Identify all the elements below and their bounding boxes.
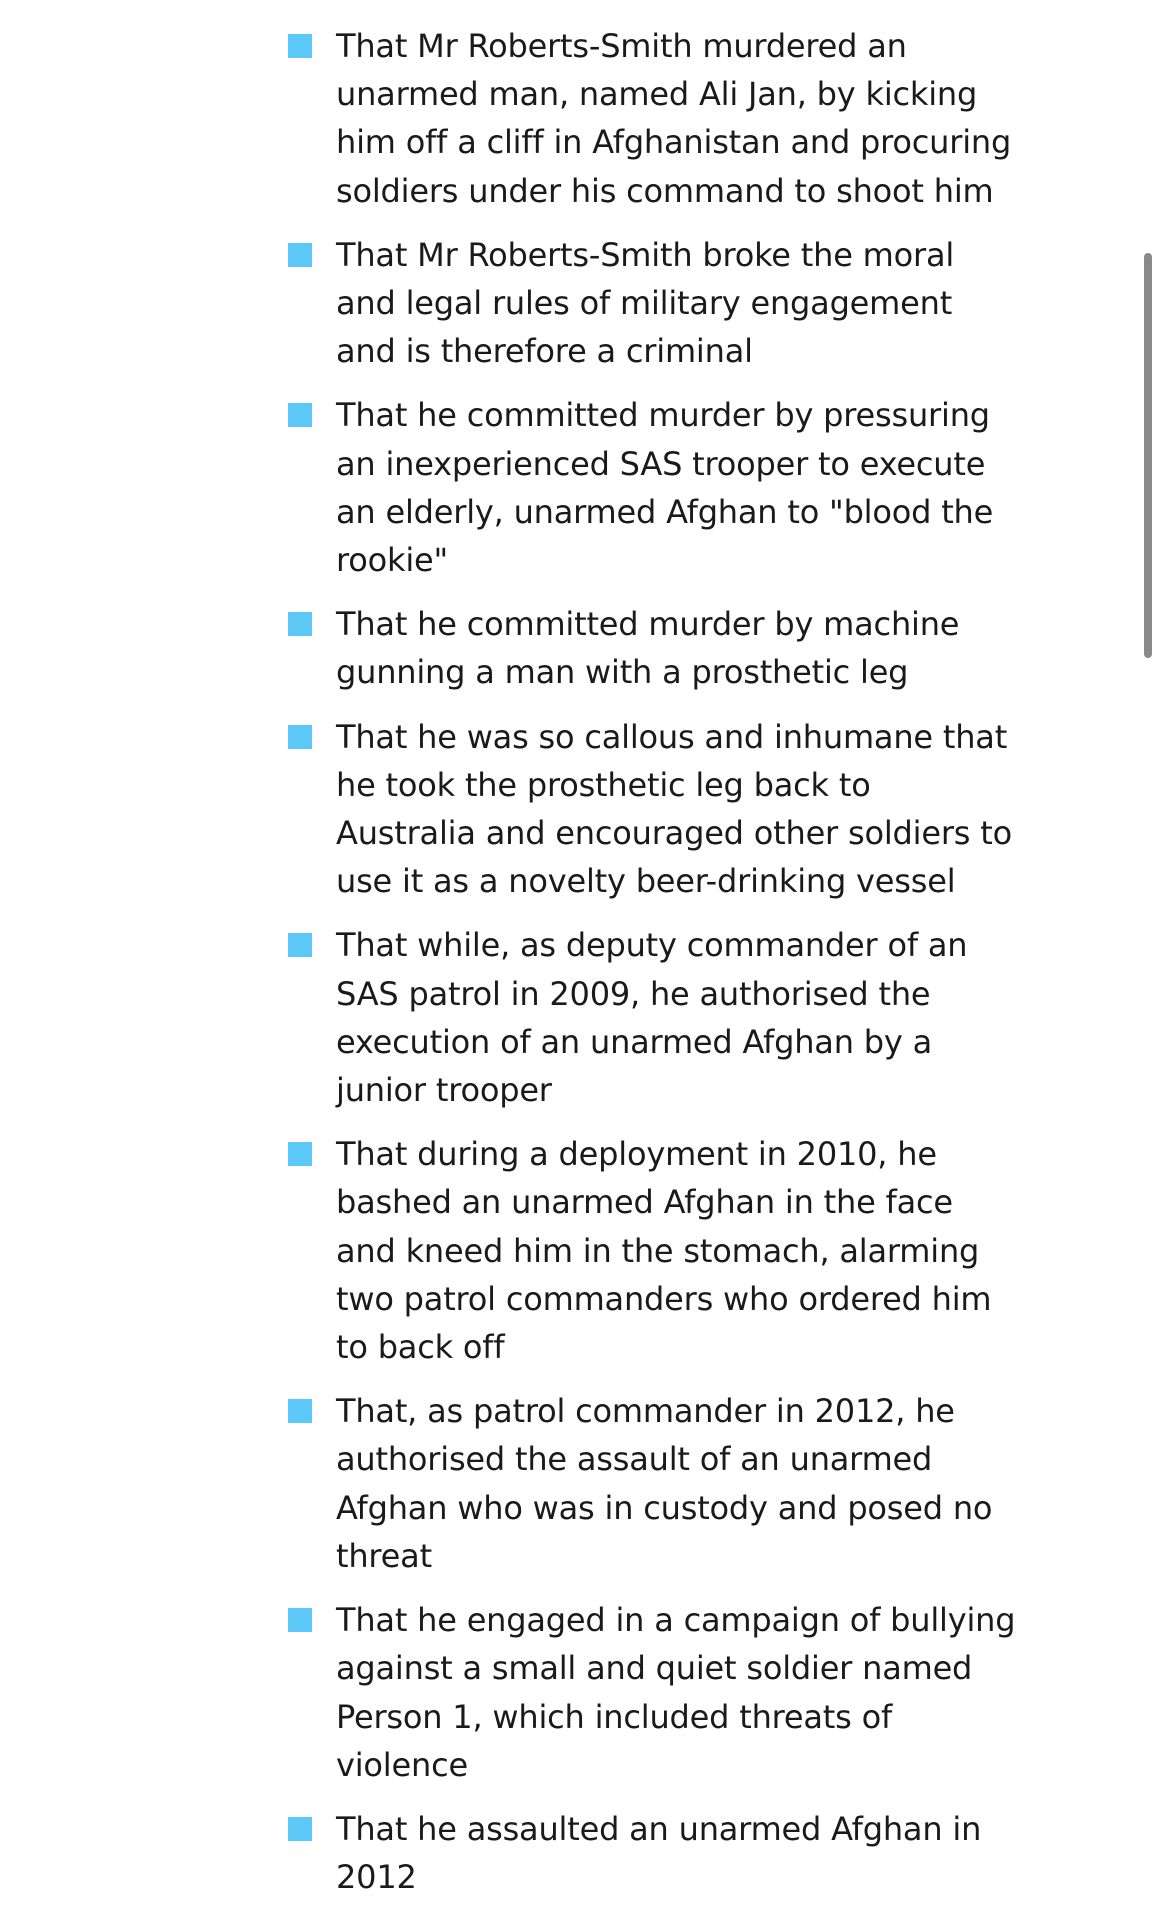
list-item [286,1805,1016,1901]
list-item-text: That Mr Roberts-Smith murdered an unarmed man, named Ali Jan, by kicking him off a cliff in Afghanistan and procuring soldiers under his command to shoot him [336,27,1012,210]
square-bullet-icon [288,1817,312,1841]
list-item-text: That while, as deputy commander of an SAS patrol in 2009, he authorised the execution of an unarmed Afghan by a junior trooper [336,926,968,1110]
square-bullet-icon [288,612,312,636]
list-item [286,713,1016,906]
list-item [286,1387,1016,1580]
square-bullet-icon [288,243,312,267]
square-bullet-icon [288,725,312,749]
list-item [286,600,1016,696]
square-bullet-icon [288,933,312,957]
list-item-text: That he committed murder by machine gunning a man with a prosthetic leg [336,605,960,692]
scrollbar-thumb[interactable] [1144,253,1152,658]
list-item-text: That Mr Roberts-Smith broke the moral and legal rules of military engagement and is therefore a criminal [336,235,955,371]
list-item [286,391,1016,584]
list-item [286,1596,1016,1789]
list-item [286,1130,1016,1371]
list-item-text: That during a deployment in 2010, he bashed an unarmed Afghan in the face and kneed him in the stomach, alarming two patrol commanders who ordered him to back off [336,1135,992,1367]
list-item-text: That he engaged in a campaign of bullying against a small and quiet soldier named Person 1, which included threats of violence [336,1601,1016,1784]
list-item-text: That, as patrol commander in 2012, he authorised the assault of an unarmed Afghan who was in custody and posed no threat [336,1392,993,1575]
list-item [286,231,1016,376]
square-bullet-icon [288,1142,312,1166]
square-bullet-icon [288,1399,312,1423]
list-item-text: That he assaulted an unarmed Afghan in 2012 [336,1809,982,1897]
list-item-text: That he committed murder by pressuring an inexperienced SAS trooper to execute an elderly, unarmed Afghan to "blood the rookie" [336,396,994,580]
list-item-text: That he was so callous and inhumane that he took the prosthetic leg back to Australia and encouraged other soldiers to use it as a novelty beer-drinking vessel [336,717,1012,901]
list-item [286,22,1016,215]
square-bullet-icon [288,34,312,58]
square-bullet-icon [288,403,312,427]
list-item [286,921,1016,1114]
square-bullet-icon [288,1608,312,1632]
allegations-list [286,22,1016,1917]
